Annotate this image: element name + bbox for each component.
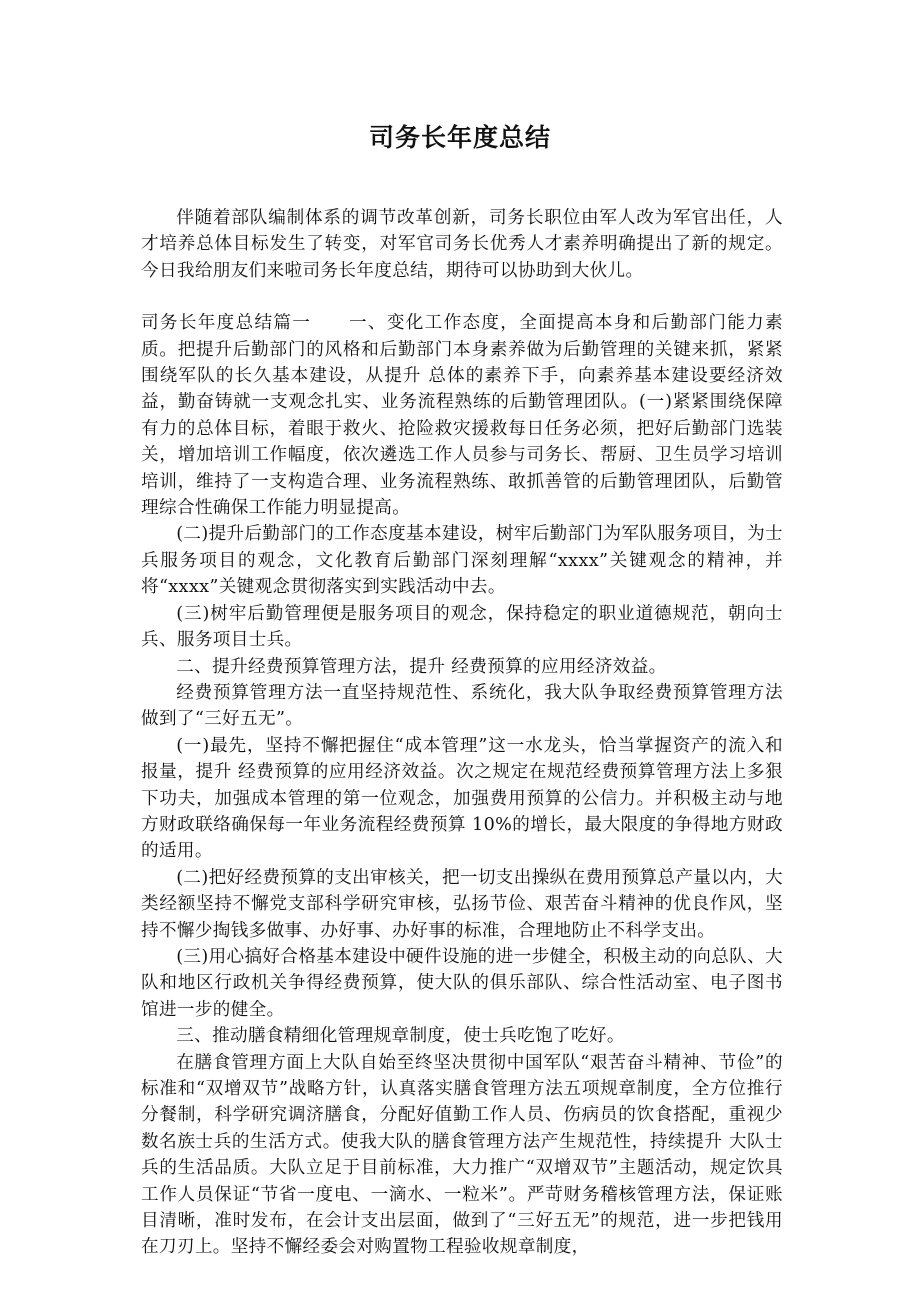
paragraph: (三)用心搞好合格基本建设中硬件设施的进一步健全，积极主动的向总队、大队和地区行政机关争得经费预算，使大队的俱乐部队、综合性活动室、电子图书馆进一步的健全。	[141, 946, 783, 1020]
document-body	[141, 205, 783, 1261]
paragraph-intro: 伴随着部队编制体系的调节改革创新，司务长职位由军人改为军官出任，人才培养总体目标发生了转变，对军官司务长优秀人才素养明确提出了新的规定。今日我给朋友们来啦司务长年度总结，期待可以协助到大伙儿。	[141, 208, 783, 281]
document-title: 司务长年度总结	[368, 123, 551, 152]
paragraph-heading-two: 二、提升经费预算管理方法，提升 经费预算的应用经济效益。	[176, 656, 667, 677]
paragraph-section-one: 司务长年度总结篇一 一、变化工作态度，全面提高本身和后勤部门能力素质。把提升后勤部门的风格和后勤部门本身素养做为后勤管理的关键来抓，紧紧围绕军队的长久基本建设，从提升 总体的素养下手，向素养基本建设要经济效益，勤奋铸就一支观念扎实、业务流程熟练的后勤管理团队。(一)紧紧围绕保障有力的总体目标，着眼于救火、抢险救灾援救每日任务必须，把好后勤部门选装关，增加培训工作幅度，依次遴选工作人员参与司务长、帮厨、卫生员学习培训培训，维持了一支构造合理、业务流程熟练、敢抓善管的后勤管理团队，后勤管理综合性确保工作能力明显提高。	[141, 313, 783, 519]
paragraph: (三)树牢后勤管理便是服务项目的观念，保持稳定的职业道德规范，朝向士兵、服务项目士兵。	[141, 603, 783, 651]
paragraph: (一)最先，坚持不懈把握住“成本管理”这一水龙头，恰当掌握资产的流入和报量，提升 经费预算的应用经济效益。次之规定在规范经费预算管理方法上多狠下功夫，加强成本管理的第一位观念，加强费用预算的公信力。并积极主动与地方财政联络确保每一年业务流程经费预算 10%的增长，最大限度的争得地方财政的适用。	[141, 735, 783, 862]
paragraph: 在膳食管理方面上大队自始至终坚决贯彻中国军队“艰苦奋斗精神、节俭”的标准和“双增双节”战略方针，认真落实膳食管理方法五项规章制度，全方位推行分餐制，科学研究调济膳食，分配好值勤工作人员、伤病员的饮食搭配，重视少数名族士兵的生活方式。使我大队的膳食管理方法产生规范性，持续提升 大队士兵的生活品质。大队立足于目前标准，大力推广“双增双节”主题活动，规定饮具工作人员保证“节省一度电、一滴水、一粒米”。严苛财务稽核管理方法，保证账目清晰，准时发布，在会计支出层面，做到了“三好五无”的规范，进一步把钱用在刀刃上。坚持不懈经委会对购置物工程验收规章制度，	[141, 1052, 783, 1258]
paragraph: (二)提升后勤部门的工作态度基本建设，树牢后勤部门为军队服务项目，为士兵服务项目的观念，文化教育后勤部门深刻理解“xxxx”关键观念的精神，并将“xxxx”关键观念贯彻落实到实践活动中去。	[141, 524, 783, 598]
paragraph-heading-three: 三、推动膳食精细化管理规章制度，使士兵吃饱了吃好。	[176, 1026, 625, 1047]
paragraph: 经费预算管理方法一直坚持规范性、系统化，我大队争取经费预算管理方法做到了“三好五无”。	[141, 682, 783, 730]
paragraph: (二)把好经费预算的支出审核关，把一切支出操纵在费用预算总产量以内，大类经额坚持不懈党支部科学研究审核，弘扬节俭、艰苦奋斗精神的优良作风，坚持不懈少掏钱多做事、办好事、办好事的标准，合理地防止不科学支出。	[141, 867, 783, 941]
